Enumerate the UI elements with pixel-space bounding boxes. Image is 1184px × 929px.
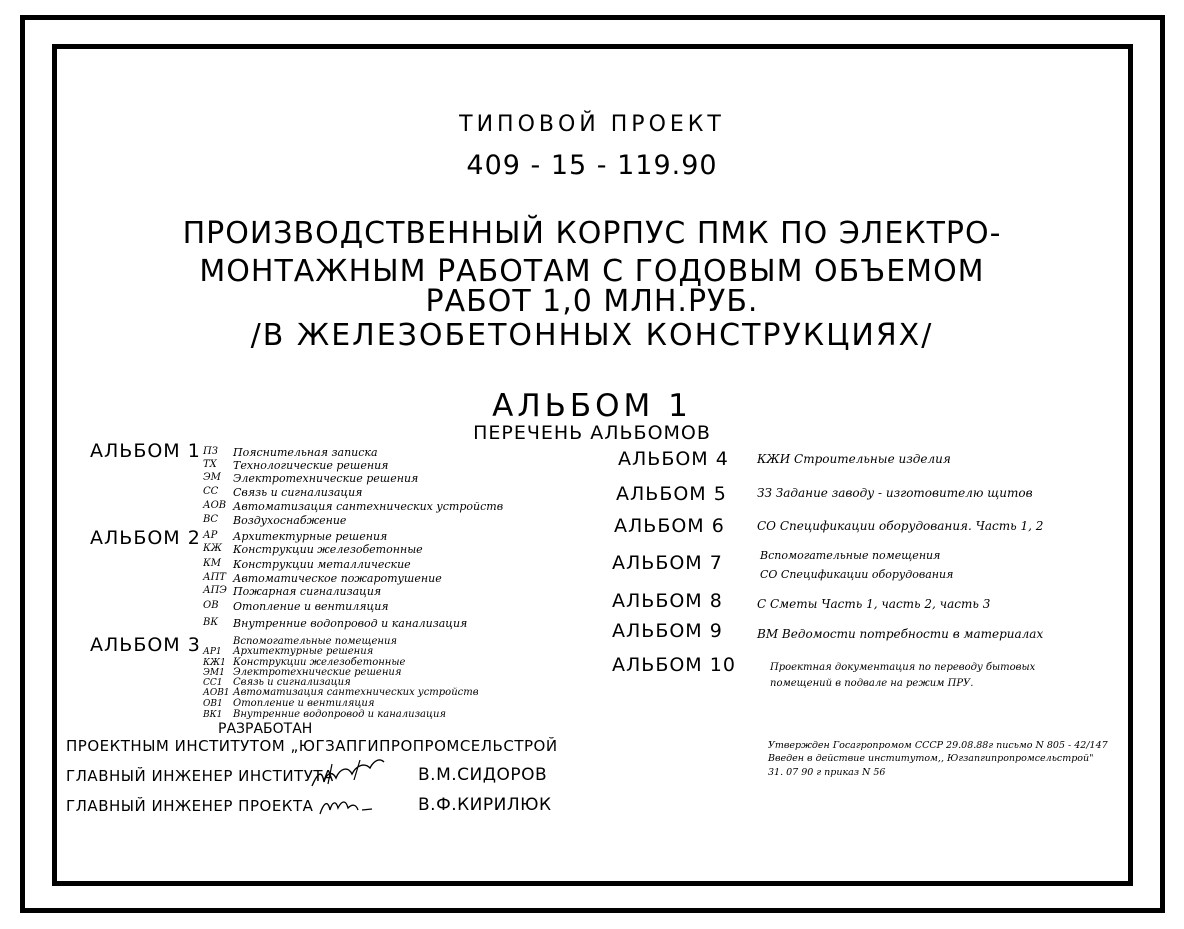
- album-9-desc: ВМ Ведомости потребности в материалах: [757, 627, 1044, 641]
- album-heading: АЛЬБОМ 1: [492, 388, 692, 424]
- album-1-label: АЛЬБОМ 1: [90, 440, 201, 462]
- item-code: СС: [203, 486, 219, 497]
- item-code: ВК: [203, 617, 219, 628]
- item-text: Связь и сигнализация: [233, 486, 363, 499]
- document-type-label: ТИПОВОЙ ПРОЕКТ: [459, 112, 725, 137]
- item-text: Архитектурные решения: [233, 530, 388, 543]
- title-line-4: /В ЖЕЛЕЗОБЕТОННЫХ КОНСТРУКЦИЯХ/: [250, 318, 934, 353]
- album-6-label: АЛЬБОМ 6: [614, 515, 725, 537]
- item-code: АР1: [203, 647, 222, 657]
- title-line-3: РАБОТ 1,0 МЛН.РУБ.: [425, 284, 759, 319]
- item-text: Внутренние водопровод и канализация: [233, 709, 447, 720]
- item-code: ТХ: [203, 459, 217, 470]
- item-text: Связь и сигнализация: [233, 677, 351, 688]
- album-9-label: АЛЬБОМ 9: [612, 620, 723, 642]
- chief-engineer-project-name: В.Ф.КИРИЛЮК: [418, 795, 552, 815]
- album-10-desc-1: Проектная документация по переводу бытовых: [770, 662, 1036, 673]
- item-code: ОВ1: [203, 699, 223, 709]
- developed-label: РАЗРАБОТАН: [218, 721, 313, 737]
- album-7-desc-2: СО Спецификации оборудования: [760, 568, 954, 581]
- item-code: КЖ: [203, 543, 222, 554]
- item-text: Архитектурные решения: [233, 646, 374, 657]
- album-3-label: АЛЬБОМ 3: [90, 634, 201, 656]
- album-10-label: АЛЬБОМ 10: [612, 654, 736, 676]
- item-code: АР: [203, 530, 218, 541]
- item-text: Автоматизация сантехнических устройств: [233, 500, 504, 513]
- item-text: Конструкции железобетонные: [233, 543, 423, 556]
- item-code: ЭМ: [203, 472, 221, 483]
- item-code: АПТ: [203, 572, 226, 583]
- item-code: ЭМ1: [203, 668, 225, 678]
- album-7-desc-1: Вспомогательные помещения: [760, 549, 941, 562]
- item-text: Воздухоснабжение: [233, 514, 347, 527]
- album-4-label: АЛЬБОМ 4: [618, 448, 729, 470]
- album-6-desc: СО Спецификации оборудования. Часть 1, 2: [757, 519, 1044, 533]
- project-number: 409 - 15 - 119.90: [466, 150, 718, 181]
- item-code: ВС: [203, 514, 218, 525]
- item-text: Вспомогательные помещения: [233, 636, 398, 647]
- album-5-desc: ЗЗ Задание заводу - изготовителю щитов: [757, 486, 1033, 500]
- item-code: КМ: [203, 558, 221, 569]
- item-code: АОВ: [203, 500, 227, 511]
- item-text: Отопление и вентиляция: [233, 698, 375, 709]
- item-text: Пожарная сигнализация: [233, 585, 382, 598]
- item-text: Внутренние водопровод и канализация: [233, 617, 468, 630]
- album-8-label: АЛЬБОМ 8: [612, 590, 723, 612]
- approval-line-1: Утвержден Госагропромом СССР 29.08.88г письмо N 805 - 42/147: [768, 740, 1108, 751]
- album-4-desc: КЖИ Строительные изделия: [757, 452, 951, 466]
- album-5-label: АЛЬБОМ 5: [616, 483, 727, 505]
- album-list-heading: ПЕРЕЧЕНЬ АЛЬБОМОВ: [473, 422, 711, 444]
- title-line-1: ПРОИЗВОДСТВЕННЫЙ КОРПУС ПМК ПО ЭЛЕКТРО-: [182, 216, 1002, 251]
- title-line-2: МОНТАЖНЫМ РАБОТАМ С ГОДОВЫМ ОБЪЕМОМ: [199, 254, 985, 289]
- item-text: Пояснительная записка: [233, 446, 378, 459]
- item-code: ОВ: [203, 600, 219, 611]
- approval-line-2: Введен в действие институтом,, Югзапгипропромсельстрой": [768, 753, 1094, 764]
- item-text: Отопление и вентиляция: [233, 600, 389, 613]
- album-8-desc: С Сметы Часть 1, часть 2, часть 3: [757, 597, 991, 611]
- approval-line-3: 31. 07 90 г приказ N 56: [768, 767, 886, 778]
- item-code: ПЗ: [203, 446, 218, 457]
- item-text: Электротехнические решения: [233, 472, 419, 485]
- item-code: КЖ1: [203, 658, 226, 668]
- chief-engineer-project-role: ГЛАВНЫЙ ИНЖЕНЕР ПРОЕКТА: [66, 797, 314, 815]
- institute-line: ПРОЕКТНЫМ ИНСТИТУТОМ „ЮГЗАПГИПРОПРОМСЕЛЬСТРОЙ: [66, 737, 558, 755]
- item-text: Конструкции железобетонные: [233, 657, 406, 668]
- album-7-label: АЛЬБОМ 7: [612, 552, 723, 574]
- item-code: АОВ1: [203, 688, 230, 698]
- item-text: Автоматизация сантехнических устройств: [233, 687, 479, 698]
- item-text: Конструкции металлические: [233, 558, 411, 571]
- signature-kirilyuk: [316, 790, 376, 820]
- item-code: АПЭ: [203, 585, 227, 596]
- item-code: ВК1: [203, 710, 223, 720]
- item-text: Технологические решения: [233, 459, 389, 472]
- item-text: Автоматическое пожаротушение: [233, 572, 442, 585]
- item-code: СС1: [203, 678, 223, 688]
- signature-sidorov: [308, 752, 388, 792]
- album-10-desc-2: помещений в подвале на режим ПРУ.: [770, 678, 974, 689]
- chief-engineer-institute-role: ГЛАВНЫЙ ИНЖЕНЕР ИНСТИТУТА: [66, 767, 334, 785]
- album-2-label: АЛЬБОМ 2: [90, 527, 201, 549]
- chief-engineer-institute-name: В.М.СИДОРОВ: [418, 765, 548, 785]
- item-text: Электротехнические решения: [233, 667, 402, 678]
